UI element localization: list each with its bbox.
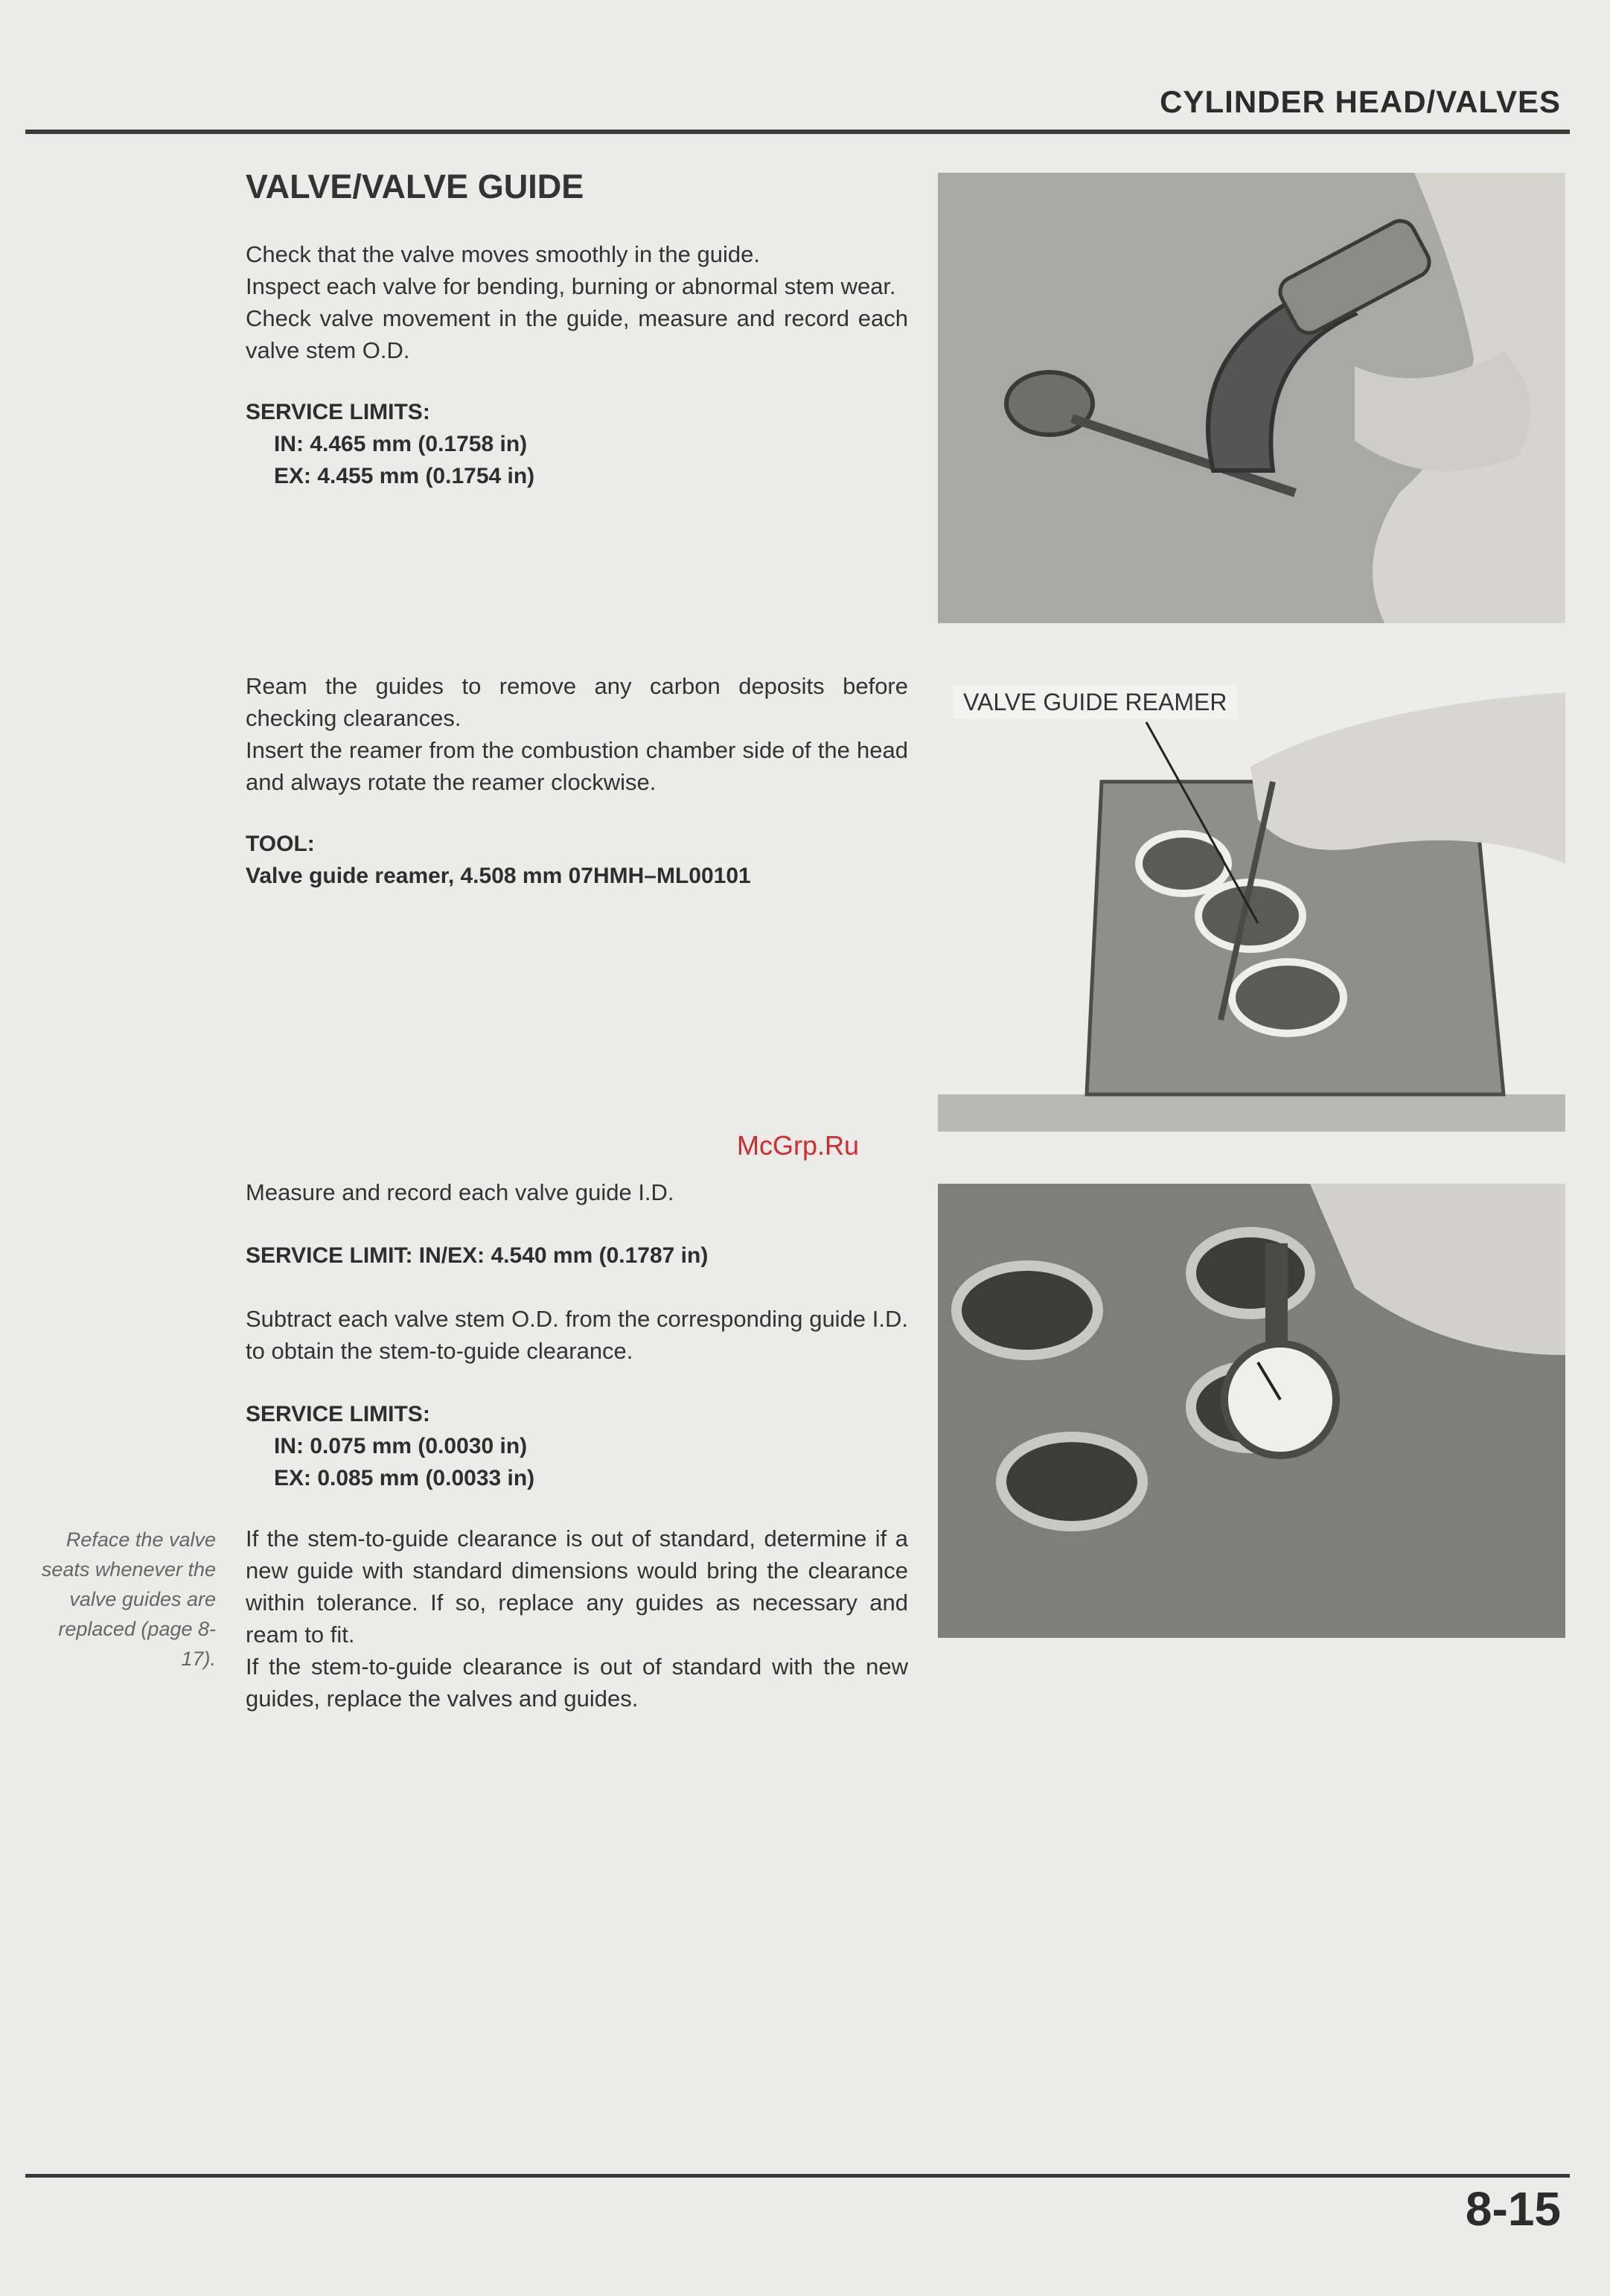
page-number: 8-15: [1465, 2182, 1561, 2236]
service-limits-label: SERVICE LIMITS:: [246, 1402, 430, 1426]
paragraph: If the stem-to-guide clearance is out of standard with the new guides, replace the valves and guides.: [246, 1654, 908, 1712]
paragraph: Insert the reamer from the combustion chamber side of the head and always rotate the reamer clockwise.: [246, 737, 908, 795]
reamer-photo: [938, 677, 1565, 1132]
text-block-ream: [246, 670, 908, 892]
side-note: Reface the valve seats whenever the valve guides are replaced (page 8-17).: [41, 1528, 216, 1670]
reamer-callout: VALVE GUIDE REAMER: [953, 685, 1237, 719]
header-rule: [25, 130, 1570, 134]
text-block-guide-id: [246, 1176, 908, 1715]
service-limit: SERVICE LIMIT: IN/EX: 4.540 mm (0.1787 in): [246, 1243, 709, 1268]
paragraph: Inspect each valve for bending, burning or abnormal stem wear.: [246, 273, 896, 299]
paragraph: Ream the guides to remove any carbon deposits before checking clearances.: [246, 673, 908, 731]
footer-rule: [25, 2174, 1570, 2178]
service-limits-label: SERVICE LIMITS:: [246, 400, 430, 424]
paragraph: Check that the valve moves smoothly in the guide.: [246, 241, 760, 267]
paragraph: If the stem-to-guide clearance is out of standard, determine if a new guide with standard dimensions would bring the clearance within tolerance. If so, replace any guides as necessary and ream to fit.: [246, 1525, 908, 1648]
paragraph: Check valve movement in the guide, measure and record each valve stem O.D.: [246, 305, 908, 363]
dial-gauge-photo: [938, 1184, 1565, 1638]
limit-in: IN: 0.075 mm (0.0030 in): [274, 1434, 528, 1458]
micrometer-photo: [938, 173, 1565, 623]
paragraph: Measure and record each valve guide I.D.: [246, 1179, 674, 1205]
limit-ex: EX: 0.085 mm (0.0033 in): [274, 1466, 535, 1490]
section-title: CYLINDER HEAD/VALVES: [1160, 84, 1561, 119]
tool-value: Valve guide reamer, 4.508 mm 07HMH–ML00101: [246, 864, 751, 888]
tool-label: TOOL:: [246, 832, 315, 856]
limit-ex: EX: 4.455 mm (0.1754 in): [274, 464, 535, 488]
text-block-valve-check: [246, 238, 908, 492]
paragraph: Subtract each valve stem O.D. from the corresponding guide I.D. to obtain the stem-to-guide clearance.: [246, 1306, 908, 1364]
watermark: McGrp.Ru: [737, 1130, 860, 1161]
limit-in: IN: 4.465 mm (0.1758 in): [274, 432, 528, 456]
page-heading: VALVE/VALVE GUIDE: [246, 168, 584, 205]
